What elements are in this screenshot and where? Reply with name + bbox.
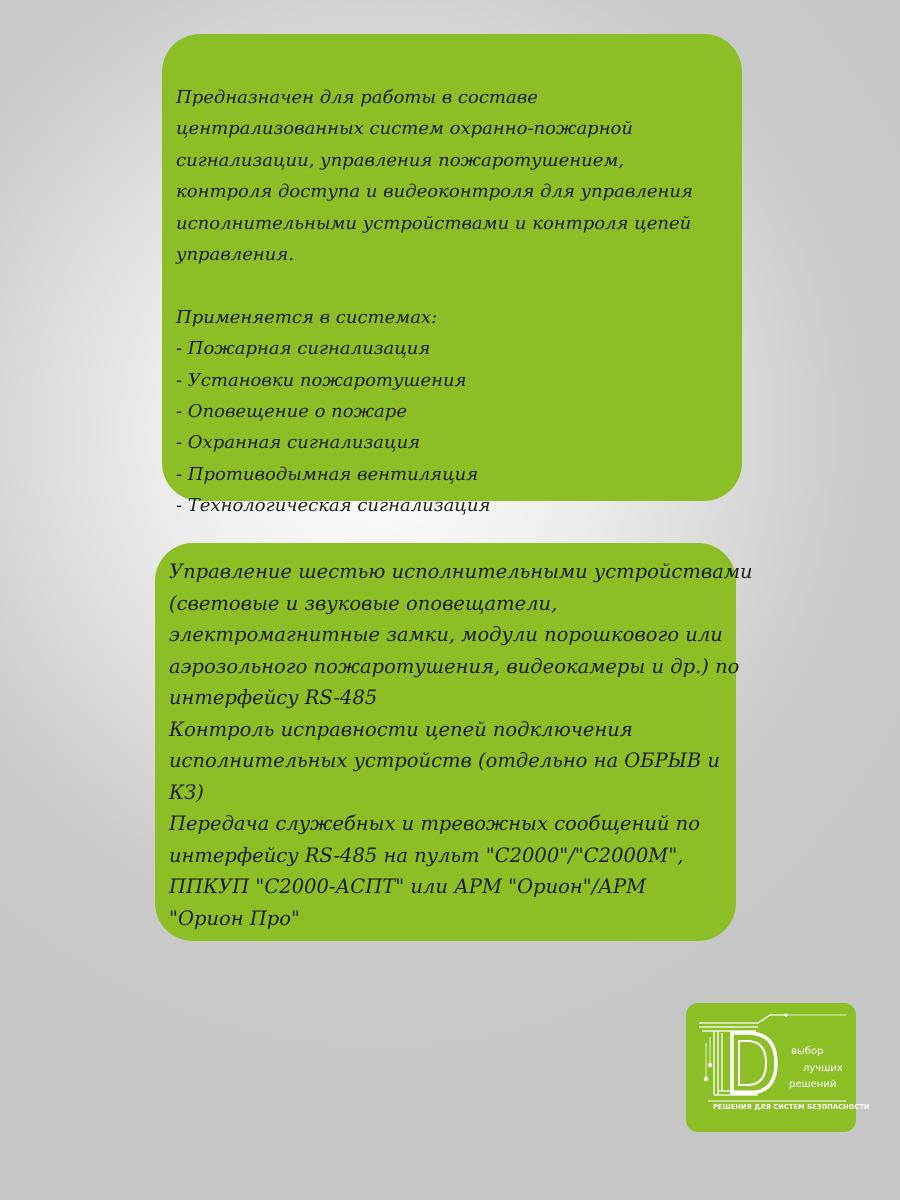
- logo-tagline-line: решений: [789, 1079, 837, 1090]
- application-item: - Установки пожаротушения: [176, 369, 467, 391]
- feature-line: Передача служебных и тревожных сообщений по: [169, 812, 700, 835]
- feature-line: электромагнитные замки, модули порошкового или: [169, 623, 723, 646]
- feature-line: КЗ): [169, 780, 204, 804]
- description-line: управления.: [176, 244, 294, 266]
- application-item: - Пожарная сигнализация: [176, 338, 431, 360]
- paragraph-gap: [176, 270, 726, 301]
- logo-tagline-line: лучших: [803, 1063, 843, 1074]
- application-item: - Технологическая сигнализация: [176, 495, 491, 517]
- description-line: Предназначен для работы в составе: [176, 87, 538, 108]
- feature-line: "Орион Про": [169, 906, 300, 930]
- description-line: сигнализации, управления пожаротушением,: [176, 149, 625, 171]
- feature-line: аэрозольного пожаротушения, видеокамеры и др.) по: [169, 654, 740, 678]
- application-item: - Оповещение о пожаре: [176, 401, 407, 423]
- feature-line: интерфейсу RS-485: [169, 686, 378, 709]
- feature-line: интерфейсу RS-485 на пульт "С2000"/"С2000М",: [169, 843, 684, 867]
- logo-subtitle: РЕШЕНИЯ ДЛЯ СИСТЕМ БЕЗОПАСНОСТИ: [713, 1103, 870, 1111]
- application-item: - Противодымная вентиляция: [176, 463, 479, 485]
- applications-heading: Применяется в системах:: [176, 306, 438, 328]
- brand-logo: [686, 1003, 870, 1132]
- description-line: контроля доступа и видеоконтроля для управления: [176, 181, 693, 203]
- feature-line: (световые и звуковые оповещатели,: [169, 591, 558, 615]
- description-line: исполнительными устройствами и контроля цепей: [176, 212, 692, 234]
- application-item: - Охранная сигнализация: [176, 432, 421, 454]
- description-line: централизованных систем охранно-пожарной: [176, 118, 633, 140]
- feature-line: Контроль исправности цепей подключения: [169, 717, 633, 741]
- feature-line: Управление шестью исполнительными устройствами: [169, 560, 753, 583]
- feature-line: ППКУП "С2000-АСПТ" или АРМ "Орион"/АРМ: [169, 875, 647, 898]
- feature-line: исполнительных устройств (отдельно на ОБРЫВ и: [169, 749, 720, 772]
- logo-tagline-line: выбор: [791, 1046, 824, 1057]
- features-card: [155, 543, 753, 941]
- description-card: [162, 34, 742, 517]
